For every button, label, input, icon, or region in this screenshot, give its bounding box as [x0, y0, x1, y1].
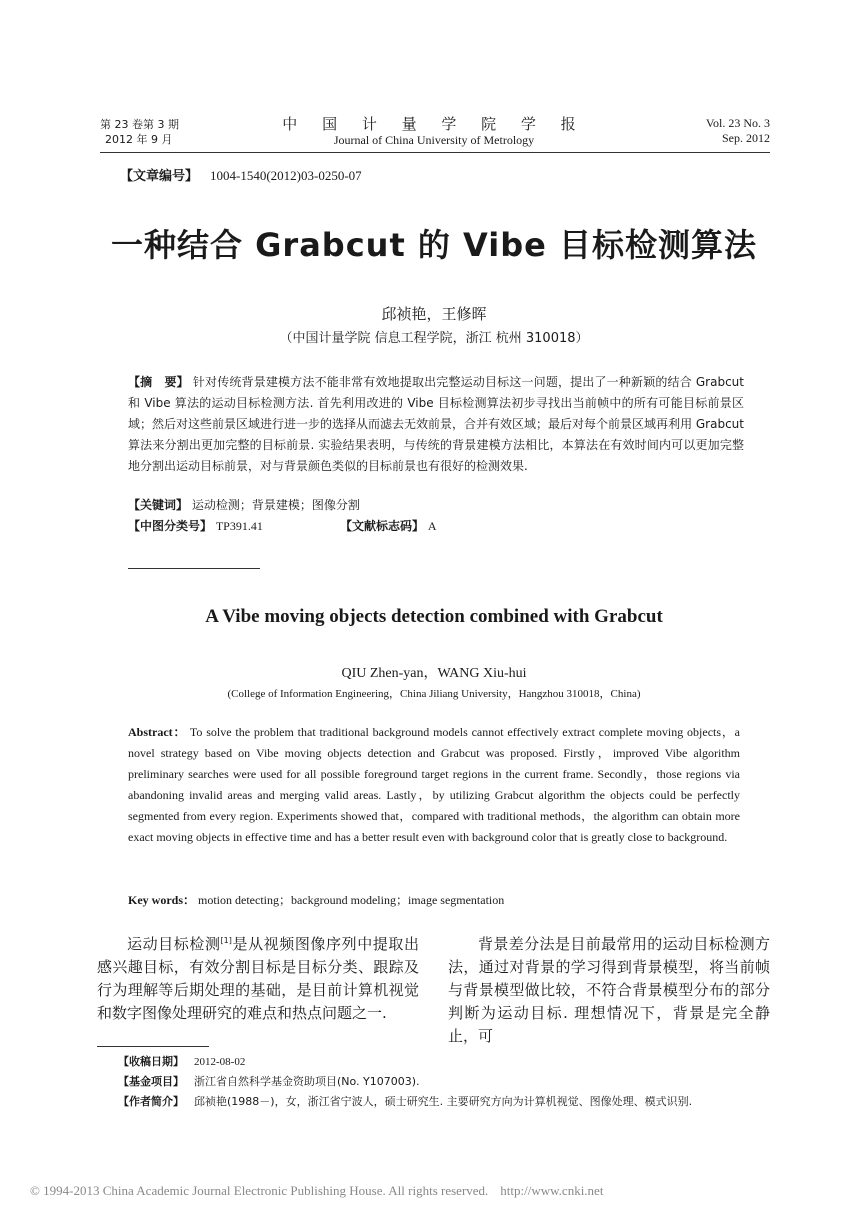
- body-column-left: [97, 933, 419, 1025]
- title-en: A Vibe moving objects detection combined with Grabcut: [205, 606, 663, 627]
- affiliation-cn: （中国计量学院 信息工程学院，浙江 杭州 310018）: [279, 331, 589, 346]
- classification-value: TP391.41: [215, 519, 263, 533]
- classification-number: [128, 517, 263, 534]
- footnote-received: [118, 1053, 245, 1071]
- cnki-link[interactable]: http://www.cnki.net: [500, 1183, 604, 1198]
- classification-label: 【中图分类号】: [128, 519, 213, 533]
- article-number-label: 【文章编号】: [120, 169, 199, 184]
- keywords-cn-text: 运动检测；背景建模；图像分割: [191, 498, 360, 512]
- document-code-value: A: [427, 519, 437, 533]
- footnote-author-label: 【作者简介】: [118, 1095, 184, 1108]
- abstract-en-text: To solve the problem that traditional background models cannot effectively extract complete moving objects，a novel strategy based on Vibe moving objects detection and Grabcut was proposed. Firstly，improved Vibe algorithm preliminary searches were used for all possible foreground target regions in the current frame. Secondly，those regions via abandoning invalid areas and merging valid areas. Lastly，by utilizing Grabcut algorithm the objects could be perfectly segmented from every region. Experiments showed that，compared with traditional methods，the algorithm can obtain more exact moving objects in effective time and has a better result even with background color that is greatly close to background.: [128, 725, 740, 844]
- article-number-value: 1004-1540(2012)03-0250-07: [210, 168, 362, 183]
- keywords-cn-label: 【关键词】: [128, 498, 189, 512]
- date-en: Sep. 2012: [722, 131, 770, 145]
- section-divider: [128, 568, 260, 569]
- footnote-received-value: 2012-08-02: [194, 1056, 246, 1068]
- footnote-author: [118, 1093, 692, 1110]
- footnote-rule: [97, 1046, 209, 1047]
- document-code: [340, 517, 437, 534]
- body-left-post: 是从视频图像序列中提取出感兴趣目标，有效分割目标是目标分类、跟踪及行为理解等后期处理的基础，是目前计算机视觉和数字图像处理研究的难点和热点问题之一.: [97, 935, 419, 1022]
- abstract-cn-label: 【摘 要】: [128, 375, 189, 389]
- volume-cn: 第 23 卷第 3 期: [100, 118, 179, 131]
- volume-en: Vol. 23 No. 3: [705, 116, 770, 130]
- affiliation-en: (College of Information Engineering，China Jiliang University，Hangzhou 310018，China): [227, 688, 641, 700]
- authors-cn: 邱祯艳，王修晖: [381, 305, 487, 323]
- footnote-fund-label: 【基金项目】: [118, 1075, 184, 1088]
- abstract-cn-text: 针对传统背景建模方法不能非常有效地提取出完整运动目标这一问题，提出了一种新颖的结合 Grabcut 和 Vibe 算法的运动目标检测方法. 首先利用改进的 Vibe 目标检测算法初步寻找出当前帧中的所有可能目标前景区域；然后对这些前景区域进行进一步的选择从而滤去无效前景，合并有效区域；最后对每个前景区域再利用 Grabcut 算法来分割出更加完整的目标前景. 实验结果表明，与传统的背景建模方法相比，本算法在有效时间内可以更加完整地分割出运动目标前景，对与背景颜色类似的目标前景也有很好的检测效果.: [128, 375, 744, 473]
- abstract-en-label: Abstract：: [128, 725, 187, 739]
- keywords-cn: [128, 496, 360, 513]
- keywords-en-text: motion detecting；background modeling；image segmentation: [198, 893, 505, 907]
- title-cn: 一种结合 Grabcut 的 Vibe 目标检测算法: [111, 226, 757, 264]
- journal-name-cn: 中 国 计 量 学 院 学 报: [282, 115, 586, 133]
- body-paragraph: [97, 933, 419, 1025]
- copyright-text: © 1994-2013 China Academic Journal Electronic Publishing House. All rights reserved.: [30, 1183, 489, 1198]
- footnote-received-label: 【收稿日期】: [118, 1055, 184, 1068]
- body-left-pre: 运动目标检测: [127, 935, 221, 953]
- abstract-en: [128, 722, 740, 848]
- footnote-fund: [118, 1073, 420, 1090]
- date-cn: 2012 年 9 月: [105, 133, 173, 146]
- footnote-fund-value: 浙江省自然科学基金资助项目(No. Y107003).: [194, 1075, 420, 1088]
- volume-issue-en: [676, 116, 770, 146]
- document-code-label: 【文献标志码】: [340, 519, 425, 533]
- header-rule: [100, 152, 770, 153]
- footnote-author-value: 邱祯艳(1988－)，女，浙江省宁波人，硕士研究生. 主要研究方向为计算机视觉、图像处理、模式识别.: [194, 1095, 693, 1108]
- keywords-en-label: Key words：: [128, 893, 195, 907]
- authors-en: QIU Zhen-yan，WANG Xiu-hui: [341, 666, 527, 681]
- keywords-en: [128, 891, 504, 908]
- copyright-line: [30, 1183, 603, 1199]
- citation-ref[interactable]: [1]: [220, 936, 232, 945]
- journal-name-en: Journal of China University of Metrology: [333, 133, 535, 147]
- abstract-cn: [128, 372, 744, 477]
- article-number: [120, 165, 362, 184]
- body-column-right: [448, 933, 770, 1048]
- body-paragraph: 背景差分法是目前最常用的运动目标检测方法，通过对背景的学习得到背景模型，将当前帧与背景模型做比较，不符合背景模型分布的部分判断为运动目标. 理想情况下，背景是完全静止，可: [448, 935, 770, 1045]
